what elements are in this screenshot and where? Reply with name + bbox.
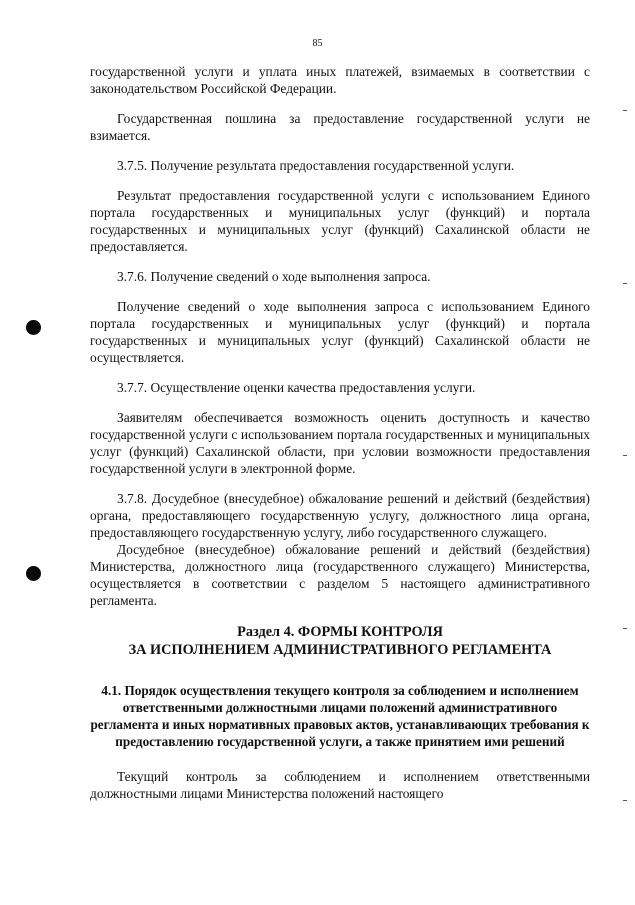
page-number: 85 — [312, 38, 323, 49]
paragraph: Заявителям обеспечивается возможность оценить доступность и качество государственной услуги с использованием портала государственных и муниципальных услуг (функций) Сахалинской области, при условии возможности предоставления государственной услуги в электронной форме. — [90, 410, 590, 476]
paragraph: 3.7.5. Получение результата предоставления государственной услуги. — [117, 158, 515, 173]
section-title-line-2: ЗА ИСПОЛНЕНИЕМ АДМИНИСТРАТИВНОГО РЕГЛАМЕНТА — [128, 642, 552, 658]
margin-tick — [623, 800, 627, 801]
punch-hole-top — [26, 320, 41, 335]
paragraph: 3.7.6. Получение сведений о ходе выполнения запроса. — [117, 269, 431, 284]
paragraph: 3.7.8. Досудебное (внесудебное) обжалование решений и действий (бездействия) органа, предоставляющего государственную услугу, должностного лица органа, предоставляющего государственную услугу, либо государственного служащего. — [90, 491, 590, 540]
paragraph: Результат предоставления государственной услуги с использованием Единого портала государственных и муниципальных услуг (функций) и портала государственных и муниципальных услуг (функций) Сахалинской области не предоставляется. — [90, 188, 590, 254]
margin-tick — [623, 283, 627, 284]
subsection-title: 4.1. Порядок осуществления текущего контроля за соблюдением и исполнением ответственными должностными лицами положений административного регламента и иных нормативных правовых актов, устанавливающих требования к предоставлению государственной услуги, а также принятием ими решений — [90, 683, 590, 749]
margin-tick — [623, 455, 627, 456]
margin-tick — [623, 110, 627, 111]
section-title-line-1: Раздел 4. ФОРМЫ КОНТРОЛЯ — [237, 624, 443, 640]
document-body — [90, 63, 590, 815]
margin-tick — [623, 628, 627, 629]
paragraph: Текущий контроль за соблюдением и исполнением ответственными должностными лицами Министерства положений настоящего — [90, 769, 590, 801]
paragraph: государственной услуги и уплата иных платежей, взимаемых в соответствии с законодательством Российской Федерации. — [90, 64, 590, 96]
paragraph: Получение сведений о ходе выполнения запроса с использованием Единого портала государственных и муниципальных услуг (функций) и портала государственных и муниципальных услуг (функций) Сахалинской области не осуществляется. — [90, 299, 590, 365]
paragraph: Досудебное (внесудебное) обжалование решений и действий (бездействия) Министерства, должностного лица (государственного служащего) Министерства, осуществляется в соответствии с разделом 5 настоящего административного регламента. — [90, 542, 590, 608]
paragraph: 3.7.7. Осуществление оценки качества предоставления услуги. — [117, 380, 476, 395]
section-title — [90, 623, 590, 659]
punch-hole-bottom — [26, 566, 41, 581]
paragraph: Государственная пошлина за предоставление государственной услуги не взимается. — [90, 111, 590, 143]
